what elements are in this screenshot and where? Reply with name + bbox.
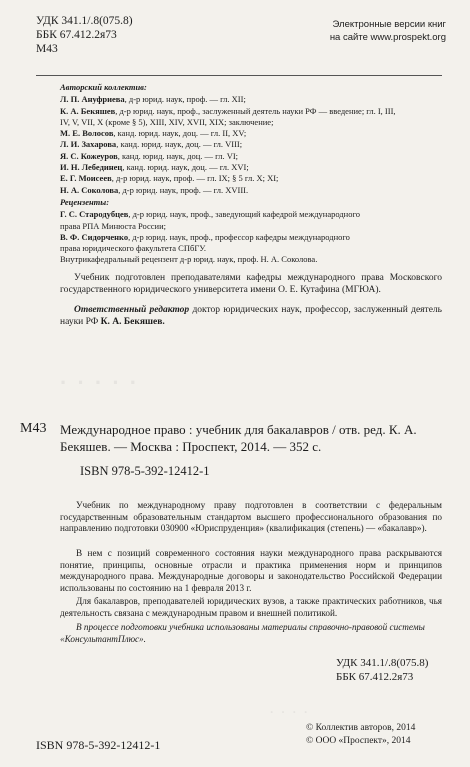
prepared-paragraph: Учебник подготовлен преподавателями кафедры международного права Московского государственного юридического университета имени О. Е. Кутафина (МГЮА). [60, 273, 442, 295]
abstract-paragraph: Для бакалавров, преподавателей юридических вузов, а также практических работников, чья деятельность связана с международным правом и внешней политикой. [60, 596, 442, 618]
authors-section [60, 82, 440, 196]
udk-code: УДК 341.1/.8(075.8) [36, 15, 133, 27]
ebook-line-1: Электронные версии книг [332, 19, 446, 30]
reviewer-line: права РПА Минюста России; [60, 220, 166, 231]
author-line: Н. А. Соколова, д-р юрид. наук, проф. — гл. XVIII. [60, 184, 249, 195]
consultant-note: В процессе подготовки учебника использованы материалы справочно-правовой системы «КонсультантПлюс». [60, 622, 425, 644]
editor-name: К. А. Бекяшев. [100, 317, 165, 327]
author-line: Я. С. Кожеуров, канд. юрид. наук, доц. — гл. VI; [60, 150, 239, 161]
abstract-paragraph: В нем с позиций современного состояния науки международного права раскрываются понятие, принципы, основные отрасли и практика применения норм и принципов международного права. Международные договоры и законодательство Российской Федерации использованы по состоянию на 1 февраля 2013 г. [60, 548, 442, 593]
isbn-footer: ISBN 978-5-392-12412-1 [36, 738, 161, 752]
reviewers-title: Рецензенты: [60, 197, 110, 207]
catalog-code: М43 [20, 421, 47, 436]
classification-block [36, 14, 133, 56]
editor-label: Ответственный редактор [74, 305, 190, 315]
ebook-notice [330, 18, 446, 44]
bleed-through: · · · · [270, 705, 310, 719]
author-line: Л. И. Захарова, канд. юрид. наук, доц. — гл. VIII; [60, 139, 243, 150]
bbk-code: ББК 67.412.2я73 [36, 29, 117, 41]
author-line: Е. Г. Моисеев, д-р юрид. наук, проф. — гл. IX; § 5 гл. X; XI; [60, 173, 279, 184]
author-mark: М43 [36, 43, 58, 55]
author-line: М. Е. Волосов, канд. юрид. наук, доц. — гл. II, XV; [60, 128, 247, 139]
catalog-entry: Международное право : учебник для бакалавров / отв. ред. К. А. Бекяшев. — Москва : Проспект, 2014. — 352 с. [60, 422, 417, 454]
divider [36, 75, 442, 76]
ebook-line-2: на сайте www.prospekt.org [329, 32, 446, 43]
abstract-paragraph: Учебник по международному праву подготовлен в соответствии с федеральным государственным образовательным стандартом высшего профессионального образования по направлению подготовки 030900 «Юриспруденция» (квалификация (степень) — «бакалавр»). [60, 500, 442, 533]
editor-paragraph: Ответственный редактор доктор юридических наук, профессор, заслуженный деятель науки РФ К. А. Бекяшев. [60, 305, 442, 327]
footer-bbk: ББК 67.412.2я73 [336, 671, 414, 683]
footer-classification [336, 656, 428, 684]
author-line: Л. П. Ануфриева, д-р юрид. наук, проф. — гл. XII; [60, 94, 246, 105]
footer-udk: УДК 341.1/.8(075.8) [336, 657, 429, 669]
author-line: К. А. Бекяшев, д-р юрид. наук, проф., заслуженный деятель науки РФ — введение; гл. I, III, [60, 105, 396, 116]
reviewer-line: Внутрикафедральный рецензент д-р юрид. наук, проф. Н. А. Соколова. [60, 254, 318, 265]
copyright-publisher: © ООО «Проспект», 2014 [306, 736, 411, 746]
bleed-through: · · · · · [60, 370, 140, 395]
isbn-main: ISBN 978-5-392-12412-1 [80, 464, 210, 478]
author-line: И. Н. Лебединец, канд. юрид. наук, доц. — гл. XVI; [60, 162, 249, 173]
authors-title: Авторский коллектив: [60, 82, 147, 92]
copyright-authors: © Коллектив авторов, 2014 [306, 723, 416, 733]
reviewer-line: В. Ф. Сидорченко, д-р юрид. наук, проф., профессор кафедры международного [60, 231, 350, 242]
reviewers-section [60, 197, 440, 266]
author-line: IV, V, VII, X (кроме § 5), XIII, XIV, XVII, XIX; заключение; [60, 116, 274, 127]
reviewer-line: права юридического факультета СПбГУ. [60, 243, 206, 254]
reviewer-line: Г. С. Стародубцев, д-р юрид. наук, проф., заведующий кафедрой международного [60, 209, 360, 220]
copyright-block [306, 722, 415, 748]
